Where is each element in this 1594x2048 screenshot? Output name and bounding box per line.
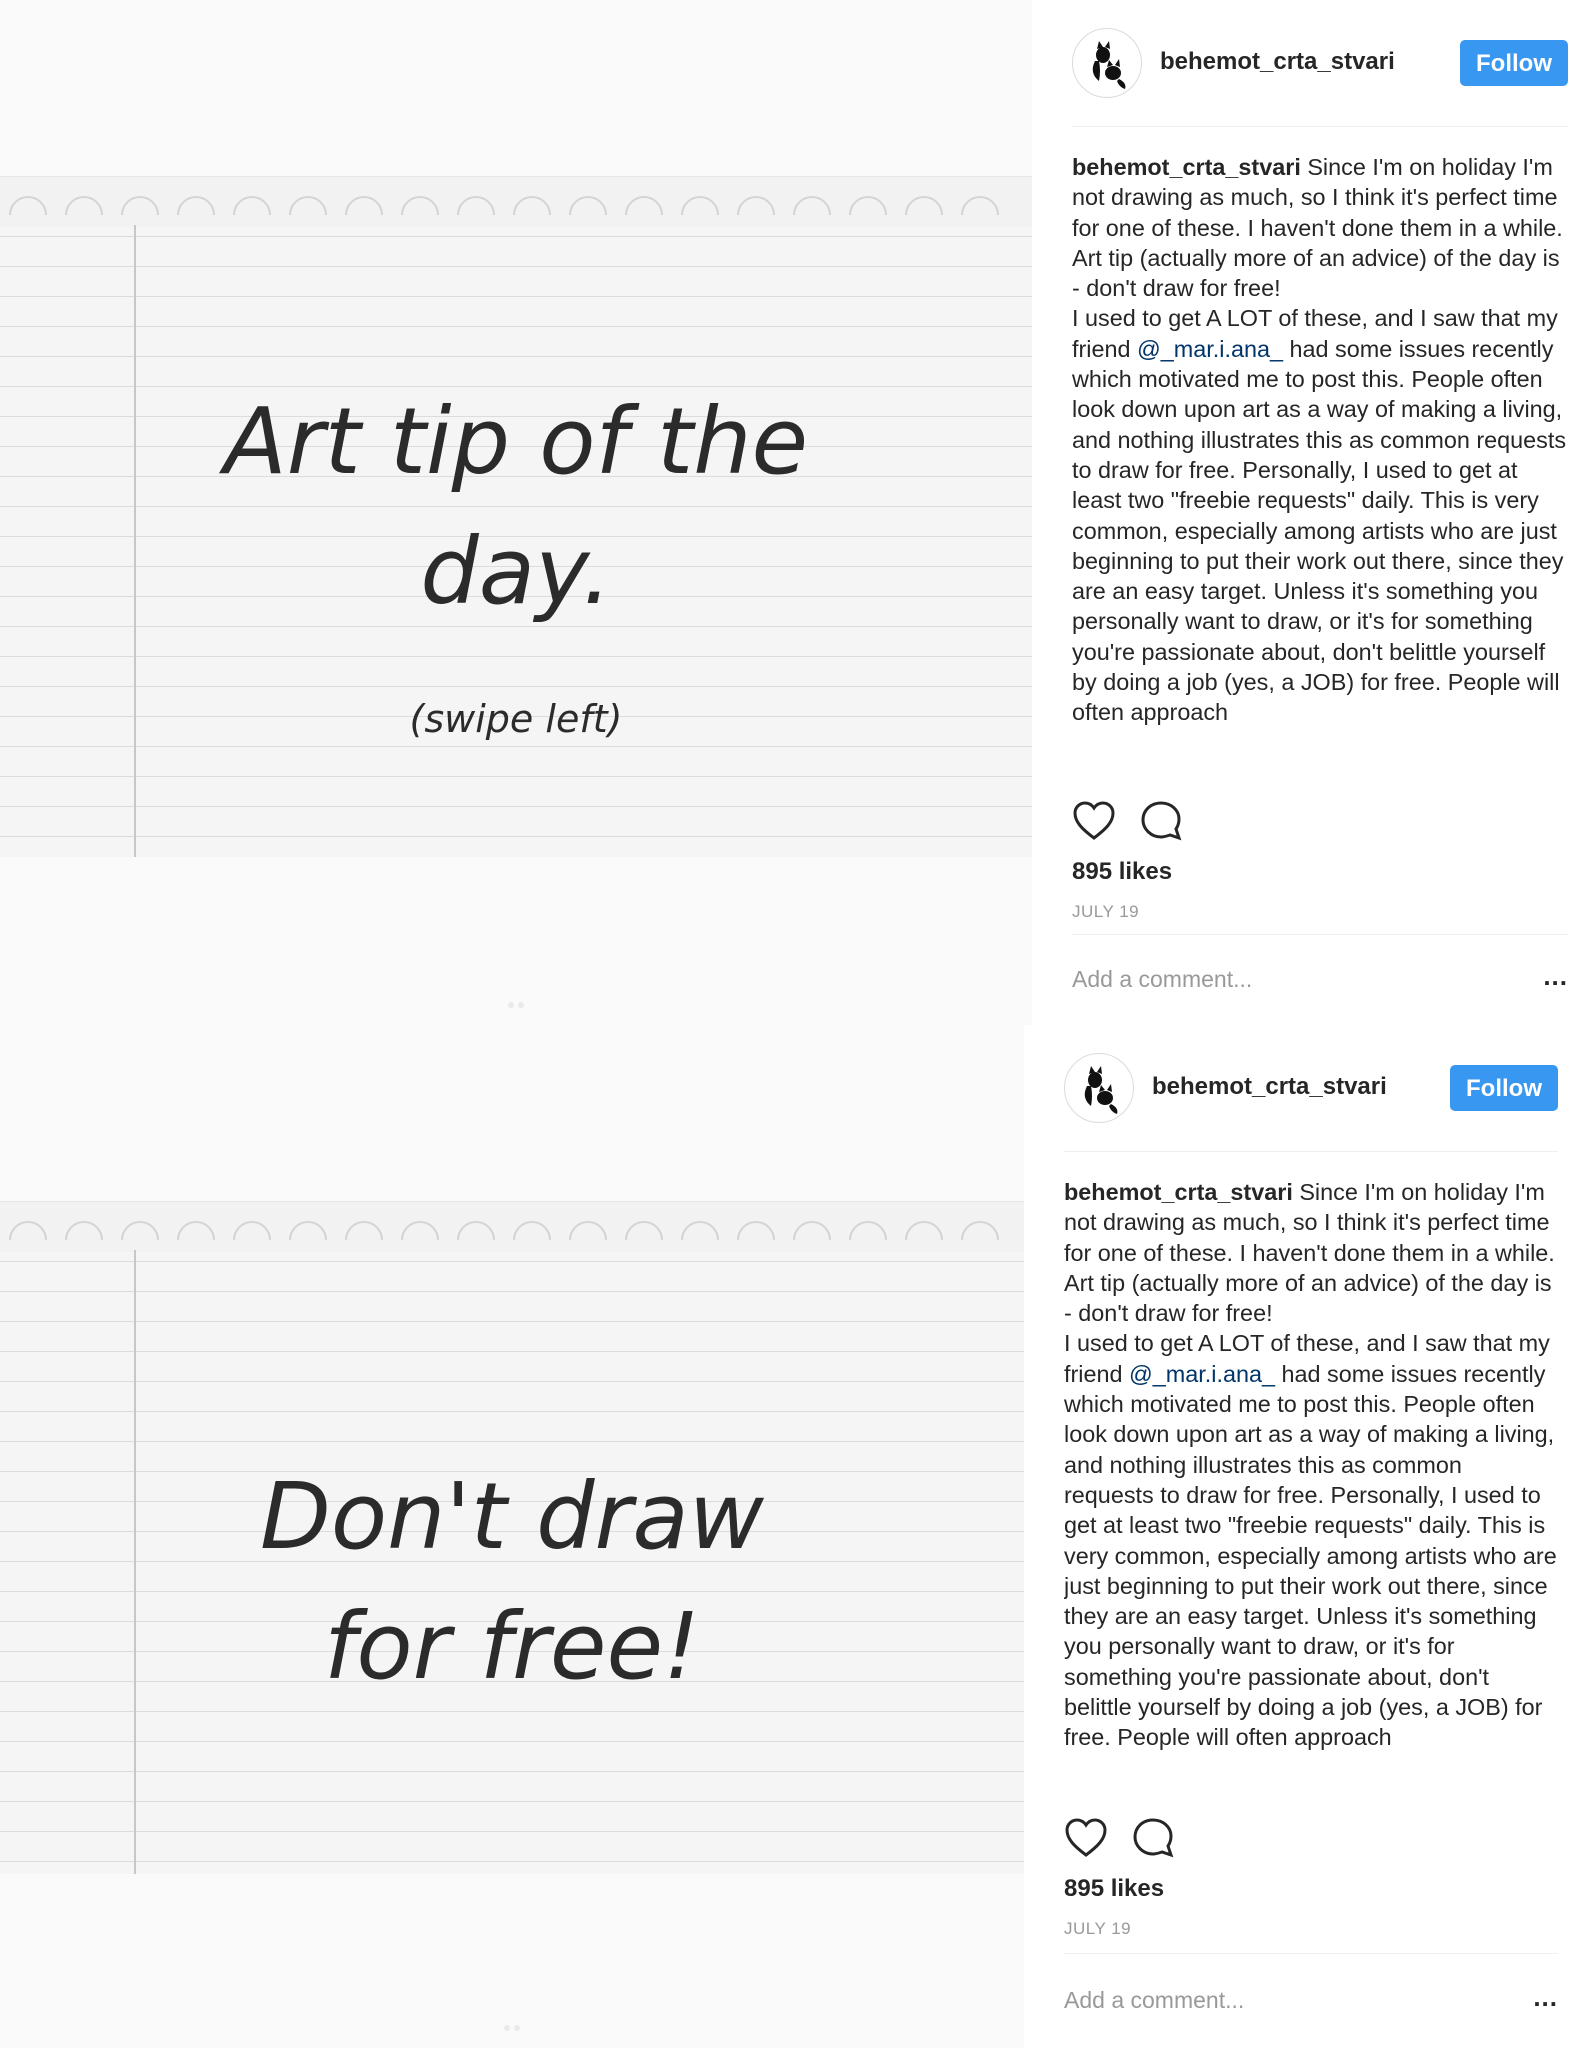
heart-icon bbox=[1064, 1817, 1108, 1859]
notepaper-holes bbox=[0, 177, 1032, 227]
image-text-line-1: Don't draw bbox=[260, 1463, 764, 1570]
notepaper-image bbox=[0, 176, 1032, 857]
like-button[interactable] bbox=[1064, 1817, 1108, 1864]
more-options-button[interactable]: ... bbox=[1533, 1982, 1558, 2012]
header-username[interactable]: behemot_crta_stvari bbox=[1152, 1073, 1387, 1100]
post-date[interactable]: JULY 19 bbox=[1072, 902, 1140, 921]
avatar[interactable] bbox=[1064, 1053, 1134, 1123]
caption-text-2a: I used to get A LOT of these, and I saw that my friend bbox=[1064, 1330, 1550, 1387]
caption-username[interactable]: behemot_crta_stvari bbox=[1072, 154, 1301, 180]
post-image[interactable] bbox=[0, 0, 1032, 1025]
caption-username[interactable]: behemot_crta_stvari bbox=[1064, 1179, 1293, 1205]
image-subtext: (swipe left) bbox=[409, 697, 623, 741]
comment-icon bbox=[1132, 1817, 1176, 1859]
caption-mention-link[interactable]: @_mar.i.ana_ bbox=[1129, 1360, 1275, 1387]
comment-divider bbox=[1064, 1953, 1558, 1954]
like-button[interactable] bbox=[1072, 800, 1116, 847]
follow-button[interactable]: Follow bbox=[1460, 40, 1568, 86]
image-text-line-1: Art tip of the bbox=[223, 388, 809, 495]
comment-button[interactable] bbox=[1140, 800, 1184, 847]
post bbox=[0, 1025, 1594, 2048]
post-caption bbox=[1064, 1177, 1558, 1799]
comment-input[interactable] bbox=[1064, 1987, 1484, 2014]
comment-input[interactable] bbox=[1072, 966, 1492, 993]
notepaper-holes bbox=[0, 1202, 1024, 1252]
holes-pattern bbox=[0, 177, 1032, 227]
post-sidebar bbox=[1072, 0, 1568, 1025]
carousel-dots bbox=[502, 2018, 522, 2036]
post-sidebar bbox=[1064, 1025, 1558, 2048]
notepaper-image bbox=[0, 1201, 1024, 1874]
comment-divider bbox=[1072, 934, 1568, 935]
post-caption bbox=[1072, 152, 1568, 782]
avatar-cat-icon bbox=[1073, 29, 1141, 97]
heart-icon bbox=[1072, 800, 1116, 842]
comment-button[interactable] bbox=[1132, 1817, 1176, 1864]
caption-text: Since I'm on holiday I'm not drawing as much, so I think it's perfect time for one of these. I haven't done them in a while. Art tip (actually more of an advice) of the day is - don't draw for free! bbox=[1072, 154, 1563, 302]
follow-button[interactable]: Follow bbox=[1450, 1065, 1558, 1111]
post-date[interactable]: JULY 19 bbox=[1064, 1919, 1132, 1938]
image-text-line-2: for free! bbox=[323, 1593, 701, 1700]
likes-count[interactable]: 895 likes bbox=[1072, 858, 1173, 885]
caption-text-2b: had some issues recently which motivated me to post this. People often look down upon art as a way of making a living, and nothing illustrates this as common requests to draw for free. Personally, I used to get at least two "freebie requests" daily. This is very common, especially among artists who are just beginning to put their work out there, since they are an easy target. Unless it's something you personally want to draw, or it's for something you're passionate about, don't belittle yourself by doing a job (yes, a JOB) for free. People will often approach bbox=[1064, 1360, 1557, 1751]
comment-icon bbox=[1140, 800, 1184, 842]
avatar-cat-icon bbox=[1065, 1054, 1133, 1122]
holes-pattern bbox=[0, 1202, 1024, 1252]
likes-count[interactable]: 895 likes bbox=[1064, 1875, 1165, 1902]
image-text-line-2: day. bbox=[420, 518, 612, 625]
post-header bbox=[1072, 24, 1568, 127]
caption-text-2a: I used to get A LOT of these, and I saw that my friend bbox=[1072, 305, 1558, 362]
avatar[interactable] bbox=[1072, 28, 1142, 98]
caption-text-2b: had some issues recently which motivated me to post this. People often look down upon art as a way of making a living, and nothing illustrates this as common requests to draw for free. Personally, I used to get at least two "freebie requests" daily. This is very common, especially among artists who are just beginning to put their work out there, since they are an easy target. Unless it's something you personally want to draw, or it's for something you're passionate about, don't belittle yourself by doing a job (yes, a JOB) for free. People will often approach bbox=[1072, 335, 1567, 726]
more-options-button[interactable]: ... bbox=[1543, 961, 1568, 991]
caption-text: Since I'm on holiday I'm not drawing as much, so I think it's perfect time for one of these. I haven't done them in a while. Art tip (actually more of an advice) of the day is - don't draw for free! bbox=[1064, 1179, 1555, 1327]
post-image[interactable] bbox=[0, 1025, 1024, 2048]
post-header bbox=[1064, 1049, 1558, 1152]
carousel-dots bbox=[506, 995, 526, 1013]
header-username[interactable]: behemot_crta_stvari bbox=[1160, 48, 1395, 75]
caption-mention-link[interactable]: @_mar.i.ana_ bbox=[1137, 335, 1283, 362]
